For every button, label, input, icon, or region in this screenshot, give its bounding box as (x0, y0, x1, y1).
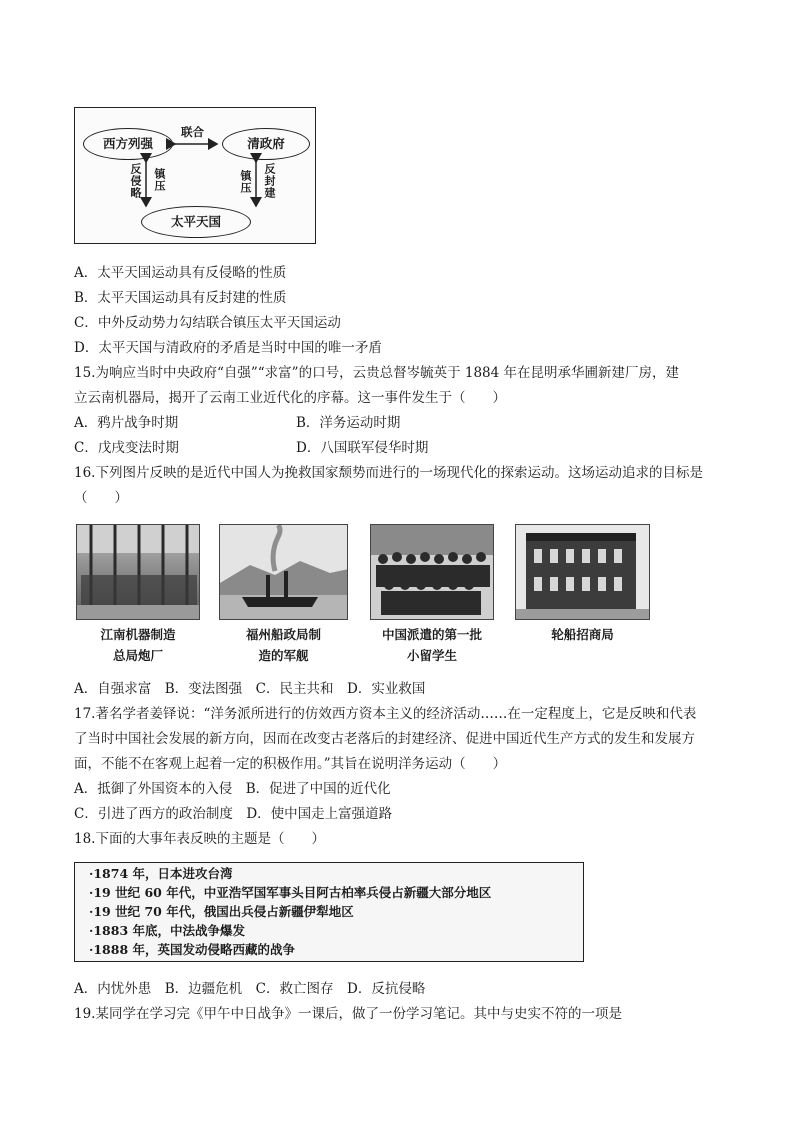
q15-option-c: C．戊戌变法时期 (74, 440, 179, 456)
q17-stem-line3: 面，不能不在客观上起着一定的积极作用。”其旨在说明洋务运动（ ） (74, 756, 507, 772)
q16-stem-line1: 16.下列图片反映的是近代中国人为挽救国家颓势而进行的一场现代化的探索运动。这场运动追求的目标是 (74, 465, 703, 481)
relationship-diagram (74, 107, 316, 244)
q17-options-cd: C．引进了西方的政治制度 D．使中国走上富强道路 (74, 806, 393, 822)
q15-option-a: A．鸦片战争时期 (74, 415, 179, 431)
alliance-label: 联合 (181, 125, 204, 139)
q14-option-b: B．太平天国运动具有反封建的性质 (74, 290, 287, 306)
q15-stem-line2: 立云南机器局，揭开了云南工业近代化的序幕。这一事件发生于（ ） (74, 390, 506, 406)
q14-option-a: A．太平天国运动具有反侵略的性质 (74, 265, 287, 281)
western-powers-node: 西方列强 (83, 128, 173, 160)
taiping-node: 太平天国 (141, 206, 251, 238)
caption-fuzhou: 福州船政局制 造的军舰 (245, 627, 321, 663)
q15-option-b: B．洋务运动时期 (296, 415, 401, 431)
qing-government-node: 清政府 (222, 128, 310, 160)
chronology-item: ·1883 年底，中法战争爆发 (89, 923, 245, 938)
q17-stem-line1: 17.著名学者姜铎说：“洋务派所进行的仿效西方资本主义的经济活动……在一定程度上，它是反映和代表 (74, 706, 697, 722)
caption-students: 中国派遣的第一批 小留学生 (381, 627, 482, 663)
q16-options: A．自强求富 B．变法图强 C．民主共和 D．实业救国 (74, 681, 426, 697)
photo-fuzhou-warship (219, 524, 348, 620)
chronology-item: ·1874 年，日本进攻台湾 (89, 866, 233, 881)
q14-option-d: D．太平天国与清政府的矛盾是当时中国的唯一矛盾 (74, 340, 382, 356)
q19-stem: 19.某同学在学习完《甲午中日战争》一课后，做了一份学习笔记。其中与史实不符的一项是 (74, 1006, 622, 1022)
caption-merchants: 轮船招商局 (551, 627, 614, 642)
photo-jiangnan-arsenal (76, 524, 200, 620)
suppress-label-left: 镇压 (153, 168, 166, 192)
photo-china-merchants (515, 524, 650, 620)
q15-option-d: D．八国联军侵华时期 (296, 440, 429, 456)
chronology-item: ·1888 年，英国发动侵略西藏的战争 (89, 942, 295, 957)
q17-stem-line2: 了当时中国社会发展的新方向，因而在改变古老落后的封建经济、促进中国近代生产方式的发生和发展方 (74, 731, 695, 747)
q14-option-c: C．中外反动势力勾结联合镇压太平天国运动 (74, 315, 341, 331)
anti-aggression-label: 反侵略 (129, 163, 142, 199)
q18-stem: 18.下面的大事年表反映的主题是（ ） (74, 831, 325, 847)
q15-stem-line1: 15.为响应当时中央政府“自强”“求富”的口号，云贵总督岑毓英于 1884 年在昆明承华圃新建厂房，建 (74, 365, 680, 381)
chronology-item: ·19 世纪 60 年代，中亚浩罕国军事头目阿古柏率兵侵占新疆大部分地区 (89, 885, 492, 900)
q18-options: A．内忧外患 B．边疆危机 C．救亡图存 D．反抗侵略 (74, 981, 426, 997)
chronology-table (74, 862, 584, 962)
anti-feudal-label: 反封建 (263, 163, 276, 199)
q16-stem-line2: （ ） (74, 490, 128, 506)
q17-options-ab: A．抵御了外国资本的入侵 B．促进了中国的近代化 (74, 781, 391, 797)
chronology-item: ·19 世纪 70 年代，俄国出兵侵占新疆伊犁地区 (89, 904, 354, 919)
photo-students (370, 524, 494, 620)
suppress-label-right: 镇压 (239, 170, 252, 194)
caption-jiangnan: 江南机器制造 总局炮厂 (100, 627, 176, 663)
